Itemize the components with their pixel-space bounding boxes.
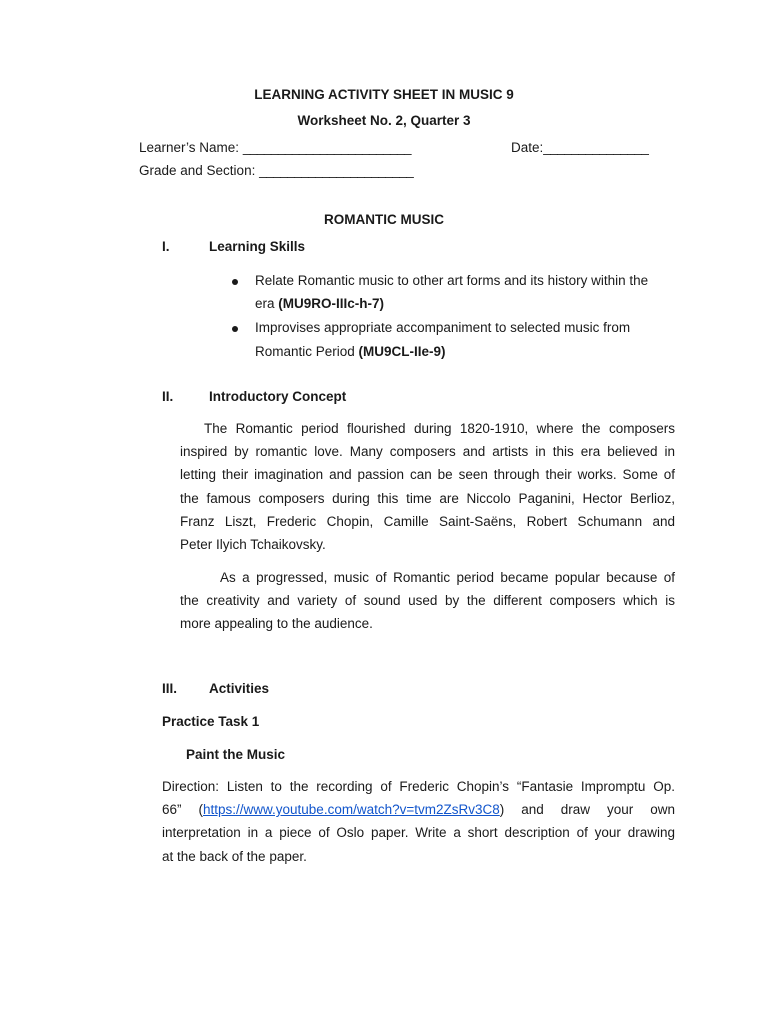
intro-p1-line: Franz Liszt, Frederic Chopin, Camille Saint-Saëns, Robert Schumann and (180, 513, 675, 529)
grade-section-field (139, 163, 413, 178)
bullet-1-line1: Relate Romantic music to other art forms and its history within the (255, 273, 649, 288)
direction-post: ) and draw your own (499, 802, 675, 818)
grade-section-blank: ______________________ (259, 163, 414, 178)
bullet-1-text: era (255, 296, 279, 311)
direction-pre: 66” ( (162, 802, 203, 818)
topic-heading: ROMANTIC MUSIC (324, 212, 444, 227)
date-label: Date: (511, 140, 544, 155)
intro-p2-line: the creativity and variety of sound used by the different composers which is (180, 593, 675, 609)
direction-line: interpretation in a piece of Oslo paper. Write a short description of your drawing (162, 825, 675, 841)
section-2-number: II. (162, 389, 174, 404)
document-title: LEARNING ACTIVITY SHEET IN MUSIC 9 (254, 87, 514, 102)
intro-p1-line: letting their imagination and passion can be seen through their works. Some of (180, 467, 675, 483)
intro-paragraph-2 (180, 566, 675, 636)
bullet-2-text: Romantic Period (255, 344, 359, 359)
direction-line-with-link (162, 798, 675, 821)
intro-p1-line: The Romantic period flourished during 1820-1910, where the composers (204, 421, 675, 436)
intro-paragraph-1 (180, 417, 675, 556)
direction-paragraph (162, 775, 675, 868)
grade-section-label: Grade and Section: (139, 163, 256, 178)
bullet-2-code: (MU9CL-IIe-9) (358, 344, 446, 359)
section-2-title: Introductory Concept (209, 389, 347, 404)
direction-line: Direction: Listen to the recording of Frederic Chopin’s “Fantasie Impromptu Op. (162, 779, 675, 794)
bullet-2-line2 (255, 344, 446, 359)
direction-line: at the back of the paper. (162, 848, 307, 864)
section-3-title: Activities (209, 681, 270, 696)
section-3-number: III. (162, 681, 178, 696)
bullet-1-marker (232, 279, 238, 285)
bullet-1-line2 (255, 296, 384, 311)
learner-name-field (139, 140, 411, 155)
intro-p2-line: As a progressed, music of Romantic period became popular because of (220, 570, 675, 585)
intro-p1-line: Peter Ilyich Tchaikovsky. (180, 536, 326, 552)
practice-task-title: Practice Task 1 (162, 714, 260, 729)
bullet-2-marker (232, 326, 238, 332)
learner-name-blank: ________________________ (242, 140, 412, 155)
document-subtitle: Worksheet No. 2, Quarter 3 (297, 113, 471, 128)
date-blank: _______________ (543, 140, 649, 155)
intro-p1-line: the famous composers during this time are Niccolo Paganini, Hector Berlioz, (180, 490, 675, 506)
youtube-link[interactable]: https://www.youtube.com/watch?v=tvm2ZsRv3C8 (203, 802, 500, 818)
bullet-2-line1: Improvises appropriate accompaniment to selected music from (255, 320, 631, 335)
section-1-number: I. (162, 239, 170, 254)
date-field (511, 140, 648, 155)
learner-name-label: Learner’s Name: (139, 140, 240, 155)
section-1-title: Learning Skills (209, 239, 306, 254)
intro-p2-line: more appealing to the audience. (180, 616, 373, 632)
bullet-1-code: (MU9RO-IIIc-h-7) (278, 296, 385, 311)
intro-p1-line: inspired by romantic love. Many composers and artists in this era believed in (180, 444, 675, 460)
practice-task-subtitle: Paint the Music (186, 747, 286, 762)
